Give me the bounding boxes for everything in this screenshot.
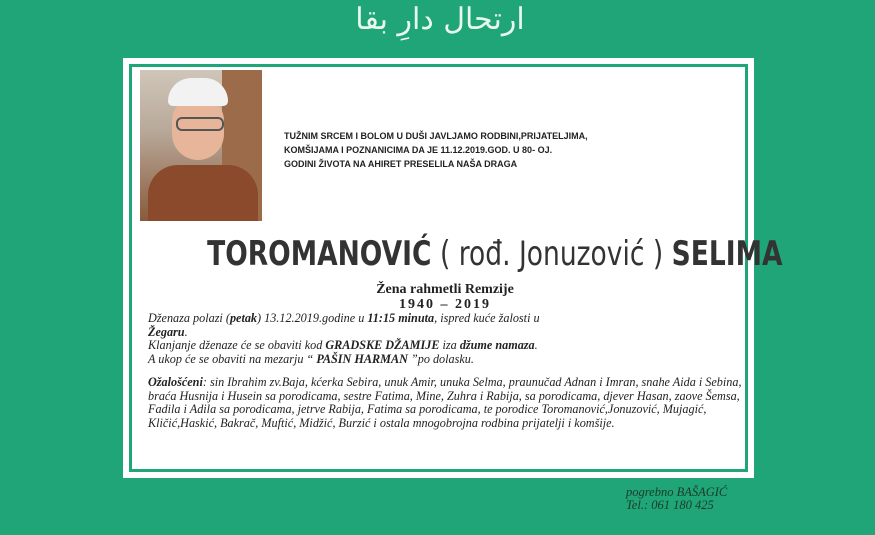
- deceased-photo: [140, 70, 262, 221]
- intro-line: KOMŠIJAMA I POZNANICIMA DA JE 11.12.2019.GOD. U 80- OJ.: [284, 145, 553, 155]
- funeral-home-footer: [626, 486, 826, 512]
- mourners-list: [148, 376, 743, 430]
- relation-subtitle: Žena rahmetli Remzije: [376, 282, 514, 297]
- photo-headscarf: [168, 78, 228, 106]
- funeral-details: [148, 312, 743, 430]
- arabic-calligraphy-header: ارتحال دارِ بقا: [355, 2, 525, 37]
- photo-glasses: [176, 117, 224, 131]
- life-years: 1940 – 2019: [399, 297, 491, 312]
- funeral-home-phone: Tel.: 061 180 425: [626, 498, 714, 512]
- surname: TOROMANOVIĆ: [207, 234, 432, 274]
- given-name: SELIMA: [671, 234, 783, 274]
- mourners-label: Ožalošćeni: [148, 375, 203, 389]
- mourners-text: : sin Ibrahim zv.Baja, kćerka Sebira, unuk Amir, unuka Selma, praunučad Adnan i Imran, snahe Aida i Sebina, braća Husnija i Husein sa porodicama, sestre Fatima, Mine, Zuhra i Rabija, sa porodicama, djever Hasan, zaove Šemsa, Fadila i Adila sa porodicama, jetrve Rabija, Fatima sa porodicama, te porodice Toromanović,Jonuzović, Mujagić, Kličić,Haskić, Bakrač, Muftić, Midžić, Burzić i ostala mnogobrojna rodbina prijatelji i komšije.: [148, 375, 742, 430]
- announcement-intro: [284, 129, 604, 171]
- intro-line: TUŽNIM SRCEM I BOLOM U DUŠI JAVLJAMO RODBINI,PRIJATELJIMA,: [284, 131, 588, 141]
- funeral-home-name: pogrebno BAŠAGIĆ: [626, 485, 728, 499]
- deceased-name: [207, 232, 783, 276]
- funeral-burial: A ukop će se obaviti na mezarju “ PAŠIN HARMAN ”po dolasku.: [148, 351, 474, 366]
- funeral-prayer: Klanjanje dženaze će se obaviti kod GRADSKE DŽAMIJE iza džume namaza.: [148, 338, 538, 352]
- intro-line: GODINI ŽIVOTA NA AHIRET PRESELILA NAŠA DRAGA: [284, 159, 518, 169]
- maiden-name: ( rođ. Jonuzović ): [439, 234, 664, 274]
- photo-body: [148, 165, 258, 221]
- funeral-departure: Dženaza polazi (petak) 13.12.2019.godine u 11:15 minuta, ispred kuće žalosti u Žegaru.: [148, 311, 540, 339]
